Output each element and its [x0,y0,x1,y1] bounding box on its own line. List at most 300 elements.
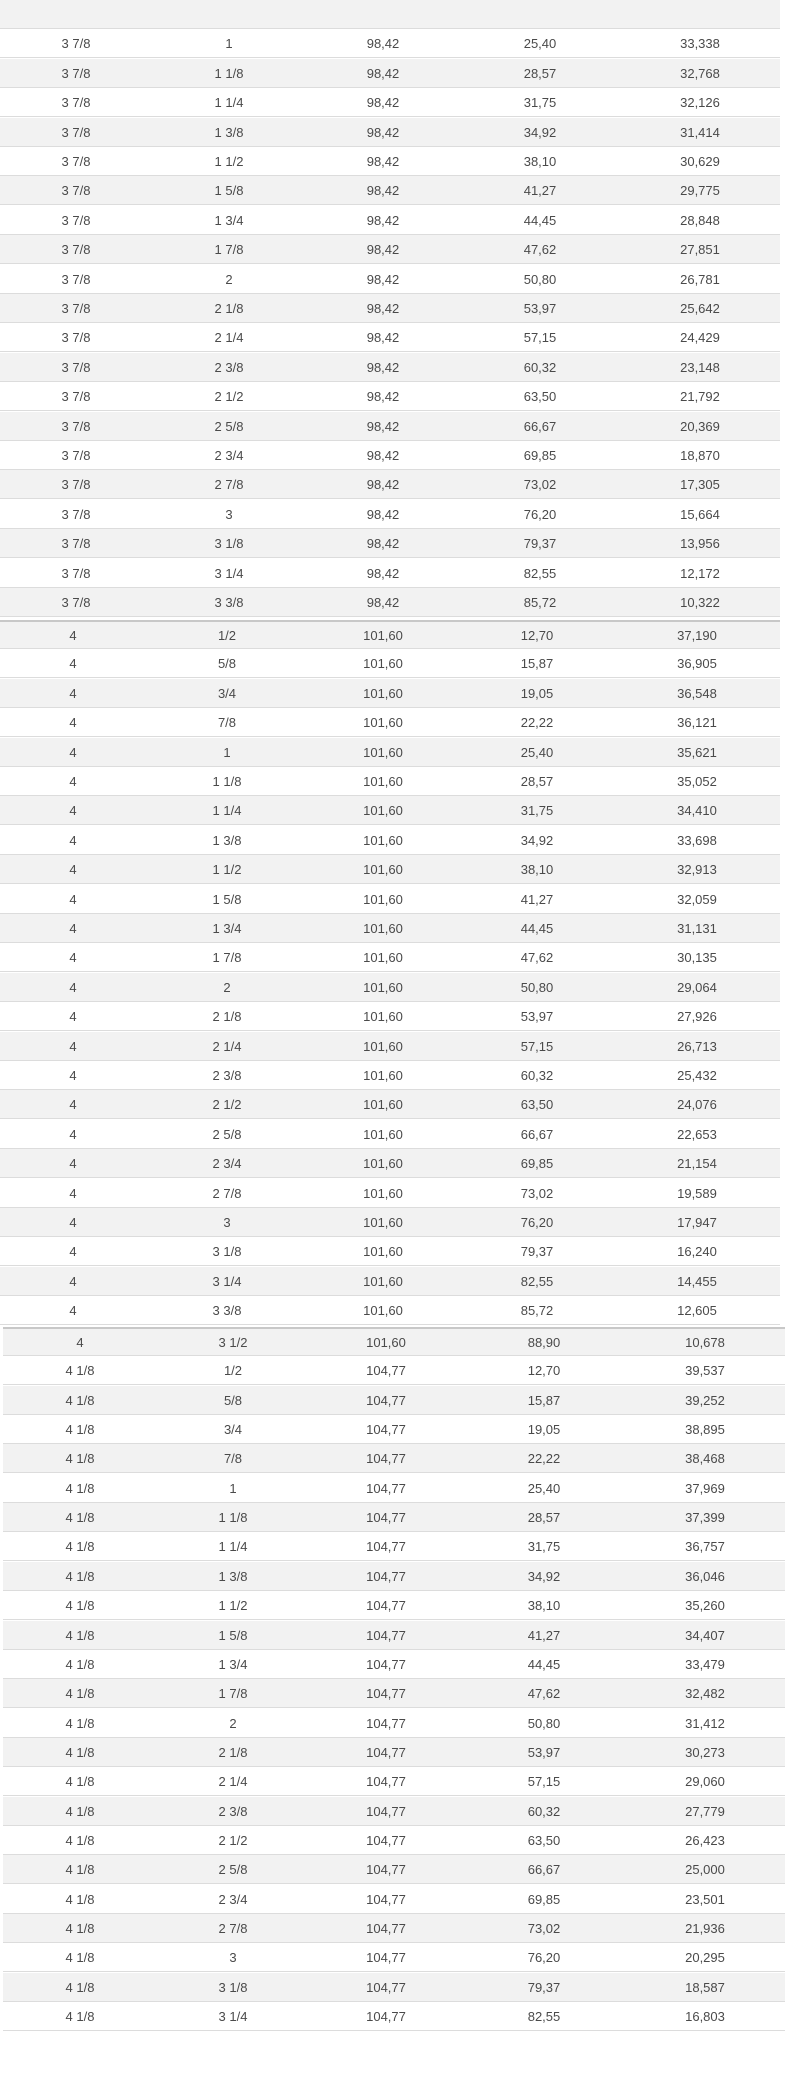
table-cell-col3: 101,60 [363,802,403,818]
table-row [0,1296,780,1325]
table-cell-col3: 101,60 [363,1126,403,1142]
table-cell-col3: 104,77 [366,1421,406,1437]
table-row [3,1973,785,2002]
table-cell-col4: 22,22 [527,1450,561,1466]
table-row [3,1562,785,1591]
table-cell-col3: 101,60 [363,773,403,789]
table-cell-col5: 10,322 [680,594,720,610]
table-cell-col5: 34,407 [685,1627,725,1643]
table-cell-col2: 1 3/8 [212,832,242,848]
table-cell-col1: 3 7/8 [61,594,91,610]
table-cell-col1: 4 [69,714,77,730]
table-cell-col4: 79,37 [523,535,557,551]
table-row [3,2002,785,2031]
table-cell-col4: 63,50 [520,1096,554,1112]
table-cell-col4: 44,45 [523,212,557,228]
table-cell-col3: 98,42 [366,565,400,581]
table-row [0,176,780,205]
table-cell-col1: 3 7/8 [61,535,91,551]
table-cell-col4: 60,32 [520,1067,554,1083]
table-cell-col1: 3 7/8 [61,329,91,345]
table-cell-col2: 2 1/8 [214,300,244,316]
table-cell-col1: 3 7/8 [61,94,91,110]
table-cell-col3: 98,42 [366,65,400,81]
table-cell-col1: 4 [69,685,77,701]
table-row [3,1943,785,1972]
table-cell-col2: 1/2 [217,627,237,643]
table-cell-col2: 2 1/4 [212,1038,242,1054]
table-cell-col4: 82,55 [527,2008,561,2024]
table-cell-col2: 1 7/8 [212,949,242,965]
table-cell-col5: 36,121 [677,714,717,730]
table-row [0,1061,780,1090]
table-cell-col4: 76,20 [520,1214,554,1230]
table-cell-col5: 33,338 [680,35,720,51]
table-cell-col5: 20,295 [685,1949,725,1965]
table-cell-col3: 104,77 [366,1715,406,1731]
table-cell-col2: 2 3/4 [214,447,244,463]
table-cell-col1: 4 [69,891,77,907]
table-cell-col1: 4 1/8 [65,1773,95,1789]
table-cell-col1: 4 1/8 [65,1480,95,1496]
table-cell-col4: 53,97 [527,1744,561,1760]
table-row [0,767,780,796]
table-row [0,796,780,825]
table-cell-col2: 2 1/4 [214,329,244,345]
table-cell-col4: 82,55 [523,565,557,581]
table-cell-col2: 3 [225,506,233,522]
table-row [3,1532,785,1561]
table-cell-col5: 26,781 [680,271,720,287]
table-row [0,0,780,29]
table-cell-col3: 104,77 [366,1480,406,1496]
table-cell-col4: 41,27 [520,891,554,907]
table-cell-col1: 3 7/8 [61,65,91,81]
table-cell-col3: 101,60 [363,1302,403,1318]
table-row [3,1826,785,1855]
table-row [3,1591,785,1620]
table-cell-col2: 1 1/4 [212,802,242,818]
table-cell-col5: 13,956 [680,535,720,551]
table-cell-col4: 50,80 [520,979,554,995]
table-cell-col4: 76,20 [523,506,557,522]
table-cell-col3: 101,60 [363,832,403,848]
table-cell-col1: 3 7/8 [61,418,91,434]
table-cell-col5: 25,432 [677,1067,717,1083]
table-cell-col5: 17,947 [677,1214,717,1230]
table-cell-col4: 44,45 [520,920,554,936]
table-cell-col1: 4 1/8 [65,1362,95,1378]
table-cell-col5: 29,064 [677,979,717,995]
table-cell-col1: 4 [69,1126,77,1142]
table-cell-col4: 53,97 [523,300,557,316]
table-cell-col1: 4 [69,1243,77,1259]
table-cell-col2: 2 1/8 [218,1744,248,1760]
table-cell-col1: 3 7/8 [61,124,91,140]
table-cell-col3: 104,77 [366,1392,406,1408]
table-cell-col4: 38,10 [523,153,557,169]
table-cell-col5: 25,000 [685,1861,725,1877]
table-cell-col5: 29,060 [685,1773,725,1789]
table-row [0,29,780,58]
table-row [3,1356,785,1385]
table-cell-col5: 24,076 [677,1096,717,1112]
table-cell-col2: 2 1/2 [212,1096,242,1112]
table-row [0,588,780,617]
table-cell-col1: 4 [69,1038,77,1054]
table-cell-col4: 85,72 [520,1302,554,1318]
table-cell-col5: 19,589 [677,1185,717,1201]
table-cell-col1: 4 1/8 [65,1509,95,1525]
table-row [3,1650,785,1679]
table-cell-col2: 2 3/8 [212,1067,242,1083]
table-cell-col5: 26,713 [677,1038,717,1054]
table-cell-col3: 101,60 [363,1008,403,1024]
table-cell-col3: 104,77 [366,1979,406,1995]
table-cell-col5: 26,423 [685,1832,725,1848]
table-cell-col3: 104,77 [366,1832,406,1848]
table-cell-col3: 104,77 [366,1803,406,1819]
table-cell-col5: 30,135 [677,949,717,965]
table-cell-col2: 3 [229,1949,237,1965]
table-row [0,1090,780,1119]
table-cell-col2: 1 [229,1480,237,1496]
table-cell-col3: 98,42 [366,506,400,522]
table-cell-col1: 4 [69,1155,77,1171]
table-cell-col4: 19,05 [527,1421,561,1437]
table-cell-col3: 101,60 [363,685,403,701]
table-cell-col5: 16,240 [677,1243,717,1259]
table-cell-col4: 63,50 [523,388,557,404]
table-cell-col4: 41,27 [527,1627,561,1643]
table-cell-col3: 104,77 [366,1773,406,1789]
table-cell-col3: 104,77 [366,1362,406,1378]
table-cell-col3: 98,42 [366,271,400,287]
table-cell-col4: 50,80 [523,271,557,287]
table-cell-col4: 28,57 [527,1509,561,1525]
table-cell-col2: 3 1/4 [218,2008,248,2024]
table-cell-col3: 101,60 [363,627,403,643]
table-cell-col4: 57,15 [523,329,557,345]
table-row [0,500,780,529]
table-cell-col5: 32,913 [677,861,717,877]
table-cell-col1: 4 [69,655,77,671]
table-cell-col2: 1 1/4 [214,94,244,110]
table-cell-col1: 4 [69,773,77,789]
table-cell-col1: 3 7/8 [61,182,91,198]
table-cell-col5: 28,848 [680,212,720,228]
table-row [0,235,780,264]
table-cell-col5: 38,468 [685,1450,725,1466]
table-row [0,559,780,588]
table-cell-col3: 98,42 [366,153,400,169]
table-cell-col1: 4 [69,832,77,848]
table-cell-col2: 2 3/8 [218,1803,248,1819]
table-cell-col5: 32,059 [677,891,717,907]
table-cell-col2: 7/8 [223,1450,243,1466]
table-cell-col4: 69,85 [527,1891,561,1907]
table-cell-col3: 104,77 [366,1538,406,1554]
table-row [0,1002,780,1031]
table-row [3,1855,785,1884]
table-cell-col5: 20,369 [680,418,720,434]
table-cell-col1: 3 7/8 [61,476,91,492]
table-row [0,1120,780,1149]
table-cell-col4: 79,37 [520,1243,554,1259]
table-row [0,88,780,117]
table-row [0,294,780,323]
table-cell-col1: 4 [69,1273,77,1289]
table-cell-col2: 2 1/4 [218,1773,248,1789]
table-cell-col2: 2 [223,979,231,995]
table-cell-col2: 1 1/2 [218,1597,248,1613]
table-cell-col4: 28,57 [523,65,557,81]
table-cell-col3: 98,42 [366,182,400,198]
table-cell-col2: 1 1/4 [218,1538,248,1554]
table-cell-col2: 7/8 [217,714,237,730]
table-cell-col4: 66,67 [523,418,557,434]
table-row [0,914,780,943]
table-cell-col3: 98,42 [366,124,400,140]
table-cell-col1: 4 [76,1334,84,1350]
table-cell-col4: 76,20 [527,1949,561,1965]
table-cell-col3: 101,60 [363,655,403,671]
table-row [0,441,780,470]
table-row [0,679,780,708]
table-cell-col1: 4 [69,1067,77,1083]
table-cell-col5: 31,131 [677,920,717,936]
table-cell-col5: 27,779 [685,1803,725,1819]
table-cell-col1: 3 7/8 [61,300,91,316]
table-cell-col3: 101,60 [363,920,403,936]
table-cell-col2: 1 3/4 [214,212,244,228]
table-row [0,412,780,441]
table-cell-col3: 101,60 [366,1334,406,1350]
table-cell-col1: 4 [69,1096,77,1112]
table-cell-col5: 25,642 [680,300,720,316]
table-cell-col5: 38,895 [685,1421,725,1437]
table-cell-col3: 104,77 [366,2008,406,2024]
table-cell-col5: 33,698 [677,832,717,848]
table-cell-col1: 4 1/8 [65,1685,95,1701]
table-cell-col1: 4 [69,920,77,936]
table-cell-col1: 4 [69,627,77,643]
table-cell-col2: 3 1/2 [218,1334,248,1350]
table-row [0,353,780,382]
table-cell-col1: 3 7/8 [61,388,91,404]
table-cell-col2: 3 3/8 [212,1302,242,1318]
table-cell-col5: 10,678 [685,1334,725,1350]
table-cell-col2: 2 1/2 [214,388,244,404]
table-cell-col4: 88,90 [527,1334,561,1350]
table-cell-col3: 98,42 [366,35,400,51]
table-row [0,943,780,972]
table-cell-col1: 4 1/8 [65,1715,95,1731]
table-cell-col3: 101,60 [363,1273,403,1289]
table-cell-col4: 85,72 [523,594,557,610]
table-cell-col3: 98,42 [366,94,400,110]
table-cell-col4: 50,80 [527,1715,561,1731]
table-row [0,470,780,499]
table-cell-col2: 1 5/8 [214,182,244,198]
table-cell-col3: 101,60 [363,979,403,995]
table-cell-col3: 101,60 [363,1067,403,1083]
table-row [0,1179,780,1208]
table-cell-col5: 36,757 [685,1538,725,1554]
table-cell-col5: 21,792 [680,388,720,404]
table-cell-col5: 21,936 [685,1920,725,1936]
table-cell-col4: 73,02 [523,476,557,492]
table-cell-col3: 101,60 [363,1214,403,1230]
table-cell-col1: 4 [69,1185,77,1201]
table-cell-col3: 98,42 [366,300,400,316]
table-cell-col5: 12,605 [677,1302,717,1318]
table-row [0,708,780,737]
table-cell-col1: 4 1/8 [65,1949,95,1965]
table-cell-col3: 104,77 [366,1568,406,1584]
table-cell-col3: 98,42 [366,241,400,257]
table-cell-col2: 1 [225,35,233,51]
table-cell-col2: 3 1/8 [212,1243,242,1259]
table-cell-col2: 3 1/8 [218,1979,248,1995]
table-cell-col2: 2 5/8 [212,1126,242,1142]
table-cell-col3: 104,77 [366,1861,406,1877]
table-cell-col2: 3 1/4 [212,1273,242,1289]
table-cell-col4: 82,55 [520,1273,554,1289]
table-row [0,885,780,914]
table-cell-col2: 1 1/2 [214,153,244,169]
table-cell-col3: 98,42 [366,594,400,610]
table-cell-col5: 14,455 [677,1273,717,1289]
table-cell-col1: 4 1/8 [65,1597,95,1613]
table-cell-col2: 2 7/8 [214,476,244,492]
table-cell-col2: 1 1/2 [212,861,242,877]
table-cell-col1: 4 [69,1302,77,1318]
table-row [0,147,780,176]
table-cell-col3: 104,77 [366,1744,406,1760]
table-cell-col3: 101,60 [363,1243,403,1259]
table-row [3,1679,785,1708]
table-cell-col2: 2 [229,1715,237,1731]
table-cell-col1: 4 1/8 [65,1538,95,1554]
table-row [0,382,780,411]
table-cell-col3: 101,60 [363,891,403,907]
table-cell-col3: 104,77 [366,1509,406,1525]
table-cell-col1: 4 [69,744,77,760]
table-row [3,1885,785,1914]
table-cell-col3: 98,42 [366,447,400,463]
table-row [3,1709,785,1738]
table-cell-col5: 33,479 [685,1656,725,1672]
table-cell-col4: 73,02 [527,1920,561,1936]
table-cell-col3: 98,42 [366,476,400,492]
table-row [3,1415,785,1444]
table-cell-col2: 1 3/4 [218,1656,248,1672]
table-cell-col3: 98,42 [366,212,400,228]
table-cell-col2: 1/2 [223,1362,243,1378]
table-row [0,973,780,1002]
table-cell-col2: 2 [225,271,233,287]
table-cell-col4: 41,27 [523,182,557,198]
table-cell-col5: 18,587 [685,1979,725,1995]
table-row [3,1327,785,1356]
table-cell-col3: 101,60 [363,1155,403,1171]
table-cell-col3: 104,77 [366,1891,406,1907]
table-row [3,1621,785,1650]
table-cell-col4: 22,22 [520,714,554,730]
table-row [0,620,780,649]
table-cell-col2: 2 3/4 [212,1155,242,1171]
table-cell-col5: 39,537 [685,1362,725,1378]
table-cell-col1: 3 7/8 [61,565,91,581]
table-cell-col4: 60,32 [527,1803,561,1819]
table-cell-col4: 57,15 [527,1773,561,1789]
table-cell-col1: 4 1/8 [65,1920,95,1936]
table-cell-col4: 63,50 [527,1832,561,1848]
table-cell-col1: 4 1/8 [65,1891,95,1907]
table-cell-col2: 2 5/8 [218,1861,248,1877]
table-cell-col5: 23,501 [685,1891,725,1907]
table-cell-col4: 57,15 [520,1038,554,1054]
table-cell-col5: 39,252 [685,1392,725,1408]
table-cell-col2: 3/4 [223,1421,243,1437]
table-cell-col2: 1 3/8 [214,124,244,140]
table-cell-col5: 17,305 [680,476,720,492]
table-cell-col4: 34,92 [523,124,557,140]
table-cell-col3: 104,77 [366,1920,406,1936]
table-cell-col5: 32,768 [680,65,720,81]
table-cell-col2: 2 5/8 [214,418,244,434]
table-cell-col2: 1 7/8 [218,1685,248,1701]
table-cell-col1: 4 [69,979,77,995]
table-row [3,1474,785,1503]
table-cell-col4: 60,32 [523,359,557,375]
table-cell-col5: 12,172 [680,565,720,581]
table-cell-col2: 2 3/8 [214,359,244,375]
table-cell-col2: 1 7/8 [214,241,244,257]
table-cell-col2: 1 5/8 [212,891,242,907]
table-cell-col5: 27,851 [680,241,720,257]
table-row [0,529,780,558]
table-cell-col4: 47,62 [527,1685,561,1701]
table-cell-col5: 35,260 [685,1597,725,1613]
table-cell-col3: 98,42 [366,329,400,345]
table-cell-col1: 4 1/8 [65,1744,95,1760]
table-cell-col5: 36,548 [677,685,717,701]
table-cell-col4: 19,05 [520,685,554,701]
table-cell-col1: 3 7/8 [61,153,91,169]
table-cell-col4: 12,70 [527,1362,561,1378]
table-cell-col2: 1 3/4 [212,920,242,936]
table-cell-col4: 73,02 [520,1185,554,1201]
table-cell-col2: 1 1/8 [212,773,242,789]
table-cell-col4: 25,40 [520,744,554,760]
table-row [3,1503,785,1532]
table-row [0,649,780,678]
table-cell-col2: 2 1/2 [218,1832,248,1848]
table-cell-col1: 4 1/8 [65,1803,95,1819]
table-cell-col5: 16,803 [685,2008,725,2024]
table-cell-col2: 1 [223,744,231,760]
table-cell-col4: 69,85 [523,447,557,463]
table-cell-col2: 5/8 [217,655,237,671]
table-cell-col5: 18,870 [680,447,720,463]
table-cell-col1: 4 1/8 [65,1832,95,1848]
table-row [0,1237,780,1266]
table-row [0,59,780,88]
table-cell-col3: 101,60 [363,1185,403,1201]
table-cell-col5: 32,126 [680,94,720,110]
